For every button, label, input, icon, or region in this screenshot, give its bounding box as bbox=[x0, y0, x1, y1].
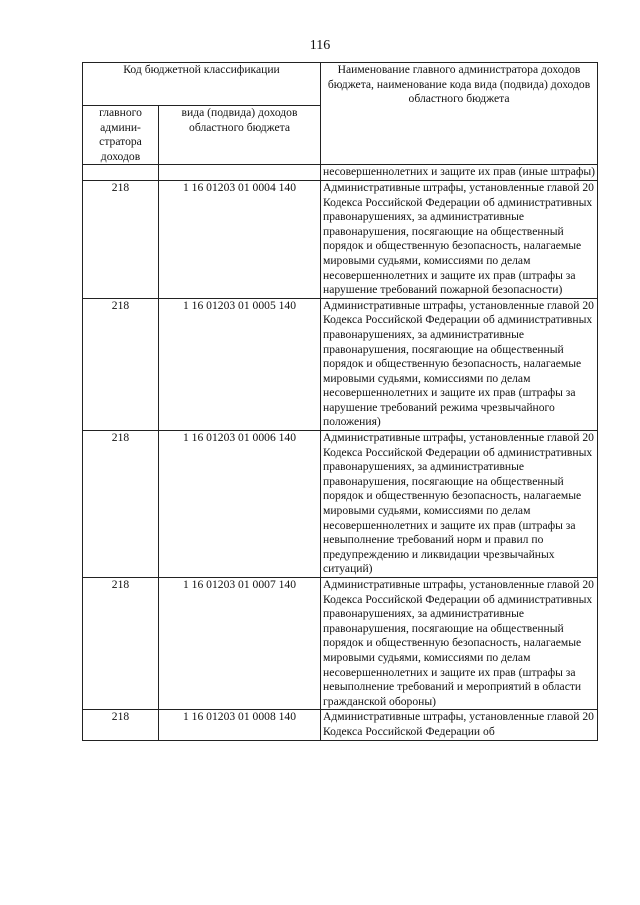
header-name-column: Наименование главного администратора доходов бюджета, наименование кода вида (подвида) доходов областного бюджета bbox=[321, 63, 598, 165]
description-cell: Административные штрафы, установленные главой 20 Кодекса Российской Федерации об bbox=[321, 710, 598, 740]
income-code-cell: 1 16 01203 01 0007 140 bbox=[159, 578, 321, 710]
income-code-cell: 1 16 01203 01 0008 140 bbox=[159, 710, 321, 740]
description-cell: Административные штрафы, установленные главой 20 Кодекса Российской Федерации об административных правонарушениях, за административные правонарушения, посягающие на общественный порядок и общественную безопасность, налагаемые мировыми судьями, комиссиями по делам несовершеннолетних и защите их прав (штрафы за нарушение требований пожарной безопасности) bbox=[321, 180, 598, 298]
income-code-cell: 1 16 01203 01 0006 140 bbox=[159, 431, 321, 578]
description-cell: несовершеннолетних и защите их прав (иные штрафы) bbox=[321, 165, 598, 181]
header-budget-code-group: Код бюджетной классификации bbox=[83, 63, 321, 106]
budget-classification-table bbox=[82, 62, 598, 741]
income-code-cell: 1 16 01203 01 0004 140 bbox=[159, 180, 321, 298]
header-row-group bbox=[83, 63, 598, 106]
table-row bbox=[83, 298, 598, 430]
table-body bbox=[83, 165, 598, 740]
description-cell: Административные штрафы, установленные главой 20 Кодекса Российской Федерации об административных правонарушениях, за административные правонарушения, посягающие на общественный порядок и общественную безопасность, налагаемые мировыми судьями, комиссиями по делам несовершеннолетних и защите их прав (штрафы за нарушение требований режима чрезвычайного положения) bbox=[321, 298, 598, 430]
admin-code-cell: 218 bbox=[83, 578, 159, 710]
table-row bbox=[83, 710, 598, 740]
header-admin-column: главного админи-стратора доходов bbox=[83, 106, 159, 165]
admin-code-cell: 218 bbox=[83, 298, 159, 430]
table-row bbox=[83, 165, 598, 181]
table-row bbox=[83, 431, 598, 578]
description-cell: Административные штрафы, установленные главой 20 Кодекса Российской Федерации об административных правонарушениях, за административные правонарушения, посягающие на общественный порядок и общественную безопасность, налагаемые мировыми судьями, комиссиями по делам несовершеннолетних и защите их прав (штрафы за невыполнение требований норм и правил по предупреждению и ликвидации чрезвычайных ситуаций) bbox=[321, 431, 598, 578]
table-row bbox=[83, 180, 598, 298]
admin-code-cell: 218 bbox=[83, 431, 159, 578]
table-header bbox=[83, 63, 598, 165]
income-code-cell: 1 16 01203 01 0005 140 bbox=[159, 298, 321, 430]
table-row bbox=[83, 578, 598, 710]
income-code-cell bbox=[159, 165, 321, 181]
description-cell: Административные штрафы, установленные главой 20 Кодекса Российской Федерации об административных правонарушениях, за административные правонарушения, посягающие на общественный порядок и общественную безопасность, налагаемые мировыми судьями, комиссиями по делам несовершеннолетних и защите их прав (штрафы за невыполнение требований и мероприятий в области гражданской обороны) bbox=[321, 578, 598, 710]
admin-code-cell: 218 bbox=[83, 180, 159, 298]
admin-code-cell bbox=[83, 165, 159, 181]
admin-code-cell: 218 bbox=[83, 710, 159, 740]
page-number: 116 bbox=[309, 38, 331, 53]
header-income-type-column: вида (подвида) доходов областного бюджета bbox=[159, 106, 321, 165]
